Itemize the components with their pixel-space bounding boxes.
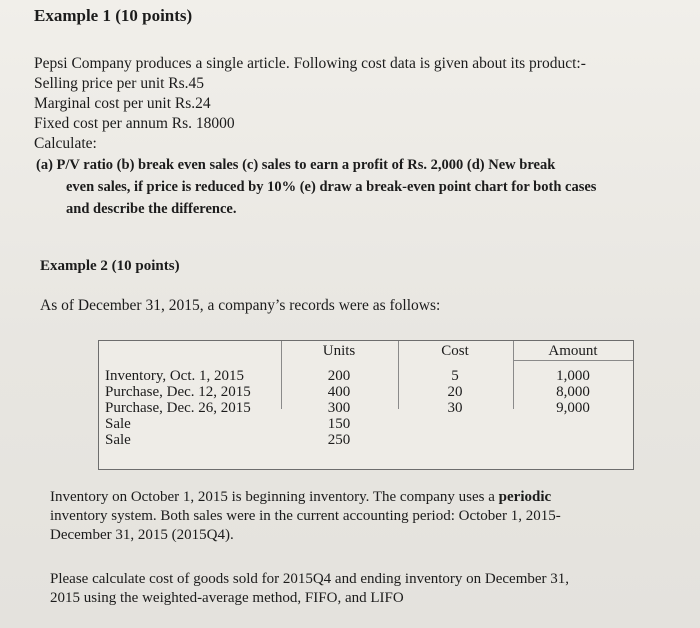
row-labels bbox=[105, 368, 251, 448]
row-label: Inventory, Oct. 1, 2015 bbox=[105, 368, 244, 384]
units-cell: 150 bbox=[327, 416, 351, 432]
units-cell: 300 bbox=[327, 400, 351, 416]
cost-header: Cost bbox=[441, 343, 469, 359]
question-line-3: and describe the difference. bbox=[66, 201, 237, 217]
calculate-label: Calculate: bbox=[34, 135, 97, 152]
paragraph-2-line-1: Please calculate cost of goods sold for 2015Q4 and ending inventory on December 31, bbox=[50, 571, 570, 587]
row-label: Sale bbox=[105, 432, 131, 448]
units-cell: 200 bbox=[327, 368, 351, 384]
example2-title: Example 2 (10 points) bbox=[40, 258, 180, 274]
amount-cell: 8,000 bbox=[556, 384, 590, 400]
amount-cell: 1,000 bbox=[556, 368, 590, 384]
marginal-cost-line: Marginal cost per unit Rs.24 bbox=[34, 95, 211, 112]
cost-cell: 5 bbox=[451, 368, 459, 384]
units-values bbox=[281, 368, 397, 448]
paragraph-1-line-1 bbox=[50, 488, 551, 507]
paragraph-1-text: Inventory on October 1, 2015 is beginning inventory. The company uses a bbox=[50, 489, 499, 505]
paragraph-1-line-2: inventory system. Both sales were in the current accounting period: October 1, 2015- bbox=[50, 508, 561, 524]
inventory-table bbox=[98, 340, 634, 470]
amount-values bbox=[513, 368, 633, 416]
row-label: Purchase, Dec. 26, 2015 bbox=[105, 400, 251, 416]
cost-cell: 20 bbox=[447, 384, 463, 400]
fixed-cost-line: Fixed cost per annum Rs. 18000 bbox=[34, 115, 235, 132]
row-label: Purchase, Dec. 12, 2015 bbox=[105, 384, 251, 400]
units-header: Units bbox=[322, 343, 356, 359]
paragraph-1-line-3: December 31, 2015 (2015Q4). bbox=[50, 527, 234, 543]
amount-header-rule bbox=[513, 360, 633, 361]
example2-intro: As of December 31, 2015, a company’s records were as follows: bbox=[40, 297, 441, 314]
units-cell: 250 bbox=[327, 432, 351, 448]
amount-header: Amount bbox=[548, 343, 598, 359]
periodic-emphasis: periodic bbox=[498, 489, 552, 505]
amount-cell: 9,000 bbox=[556, 400, 590, 416]
question-line-2: even sales, if price is reduced by 10% (e) draw a break-even point chart for both cases bbox=[66, 179, 597, 195]
question-line-1: (a) P/V ratio (b) break even sales (c) sales to earn a profit of Rs. 2,000 (d) New break bbox=[36, 157, 556, 173]
paragraph-2-line-2: 2015 using the weighted-average method, FIFO, and LIFO bbox=[50, 590, 404, 606]
cost-values bbox=[397, 368, 513, 416]
selling-price-line: Selling price per unit Rs.45 bbox=[34, 75, 205, 92]
row-label: Sale bbox=[105, 416, 131, 432]
example1-intro: Pepsi Company produces a single article. Following cost data is given about its product:- bbox=[34, 55, 586, 72]
cost-cell: 30 bbox=[447, 400, 463, 416]
example1-title: Example 1 (10 points) bbox=[34, 6, 193, 25]
units-cell: 400 bbox=[327, 384, 351, 400]
